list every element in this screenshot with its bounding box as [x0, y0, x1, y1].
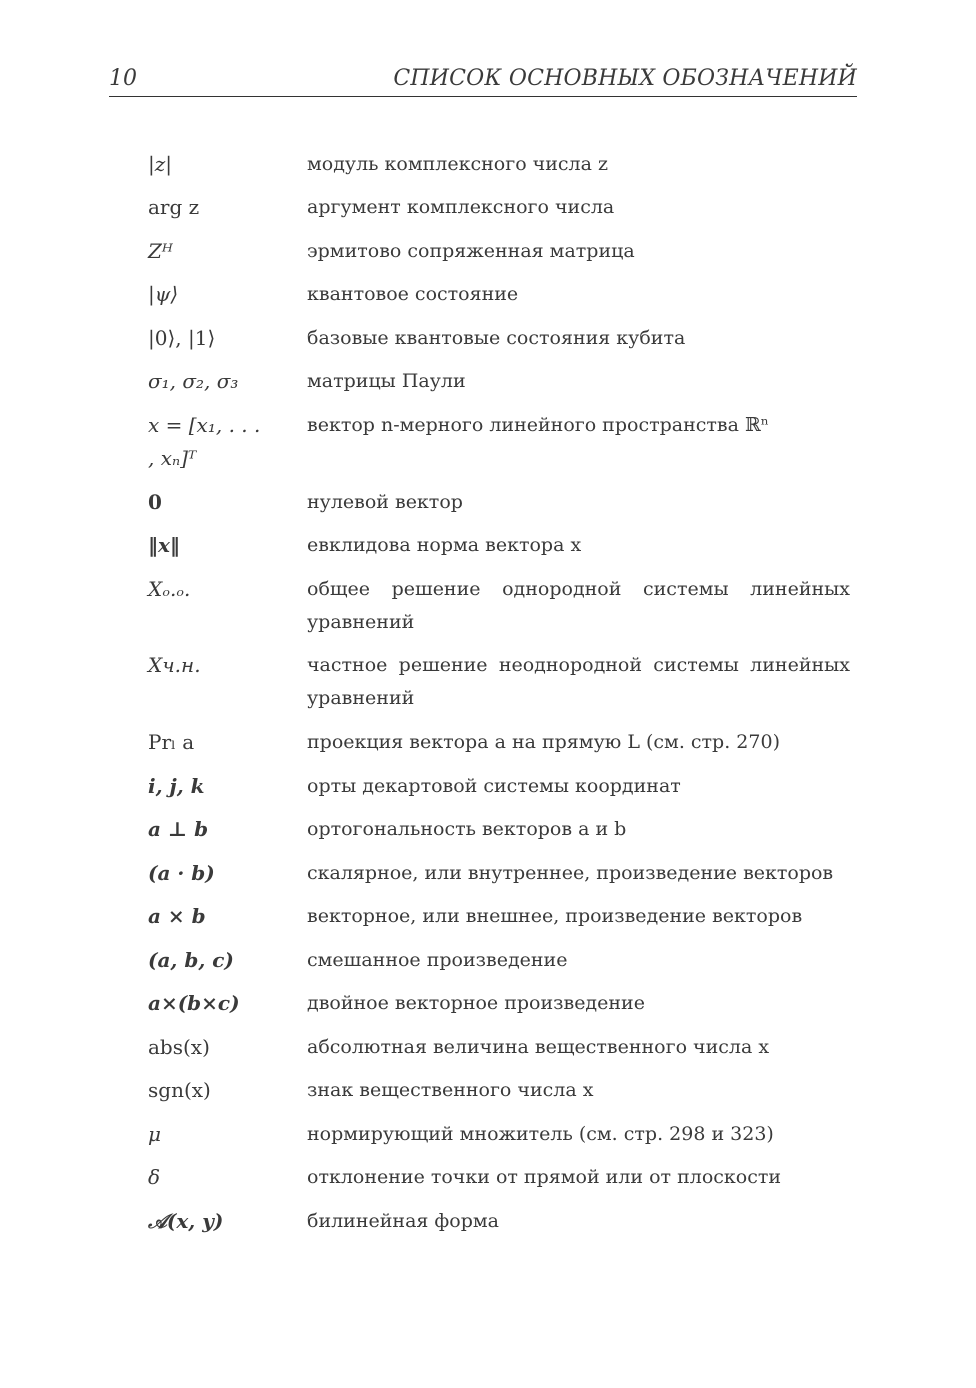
running-title: СПИСОК ОСНОВНЫХ ОБОЗНАЧЕНИЙ [393, 66, 857, 91]
notation-symbol: sgn(x) [148, 1078, 211, 1102]
notation-symbol: abs(x) [148, 1035, 210, 1059]
notation-symbol: |0⟩, |1⟩ [148, 326, 216, 350]
notation-description: знак вещественного числа x [307, 1079, 594, 1101]
notation-symbol: a × b [148, 904, 206, 928]
notation-symbol: Prₗ a [148, 730, 195, 754]
notation-symbol: μ [148, 1122, 161, 1146]
page-number: 10 [109, 66, 137, 91]
notation-description: двойное векторное произведение [307, 992, 645, 1014]
notation-description: общее решение однородной системы линейных уравнений [307, 578, 850, 633]
notation-description: базовые квантовые состояния кубита [307, 327, 686, 349]
notation-description: частное решение неоднородной системы линейных уравнений [307, 654, 850, 709]
notation-description: аргумент комплексного числа [307, 196, 615, 218]
notation-symbol: a ⊥ b [148, 817, 209, 841]
notation-description: отклонение точки от прямой или от плоскости [307, 1166, 782, 1188]
notation-symbol: a×(b×c) [148, 991, 240, 1015]
notation-symbol: Xₒ.ₒ. [148, 577, 191, 601]
notation-description: нулевой вектор [307, 491, 463, 513]
notation-description: орты декартовой системы координат [307, 775, 681, 797]
notation-description: эрмитово сопряженная матрица [307, 240, 635, 262]
notation-description: ортогональность векторов a и b [307, 818, 627, 840]
notation-symbol: σ₁, σ₂, σ₃ [148, 369, 239, 393]
notation-description: евклидова норма вектора x [307, 534, 582, 556]
notation-symbol: |z| [148, 152, 173, 176]
notation-symbol: (a, b, c) [148, 948, 234, 972]
notation-symbol: x = [x₁, . . . , xₙ]ᵀ [148, 413, 261, 470]
notation-symbol: Xч.н. [148, 653, 201, 677]
notation-symbol: δ [148, 1165, 161, 1189]
notation-description: вектор n-мерного линейного пространства ℝⁿ [307, 414, 769, 436]
notation-description: абсолютная величина вещественного числа x [307, 1036, 770, 1058]
notation-symbol: |ψ⟩ [148, 282, 179, 306]
notation-symbol: i, j, k [148, 774, 205, 798]
notation-description: квантовое состояние [307, 283, 519, 305]
notation-description: проекция вектора a на прямую L (см. стр. 270) [307, 731, 780, 753]
notation-description: нормирующий множитель (см. стр. 298 и 323) [307, 1123, 774, 1145]
notation-symbol: arg z [148, 195, 200, 219]
notation-symbol: 0 [148, 490, 162, 514]
notation-symbol: (a · b) [148, 861, 215, 885]
page-header [109, 62, 857, 97]
notation-description: смешанное произведение [307, 949, 568, 971]
notation-description: билинейная форма [307, 1210, 500, 1232]
notation-description: матрицы Паули [307, 370, 466, 392]
notation-description: модуль комплексного числа z [307, 153, 608, 175]
notation-symbol: 𝒜(x, y) [148, 1209, 224, 1233]
notation-description: векторное, или внешнее, произведение векторов [307, 905, 803, 927]
notation-symbol: Zᴴ [148, 239, 173, 263]
notation-description: скалярное, или внутреннее, произведение векторов [307, 862, 834, 884]
notation-symbol: ‖x‖ [148, 533, 180, 557]
